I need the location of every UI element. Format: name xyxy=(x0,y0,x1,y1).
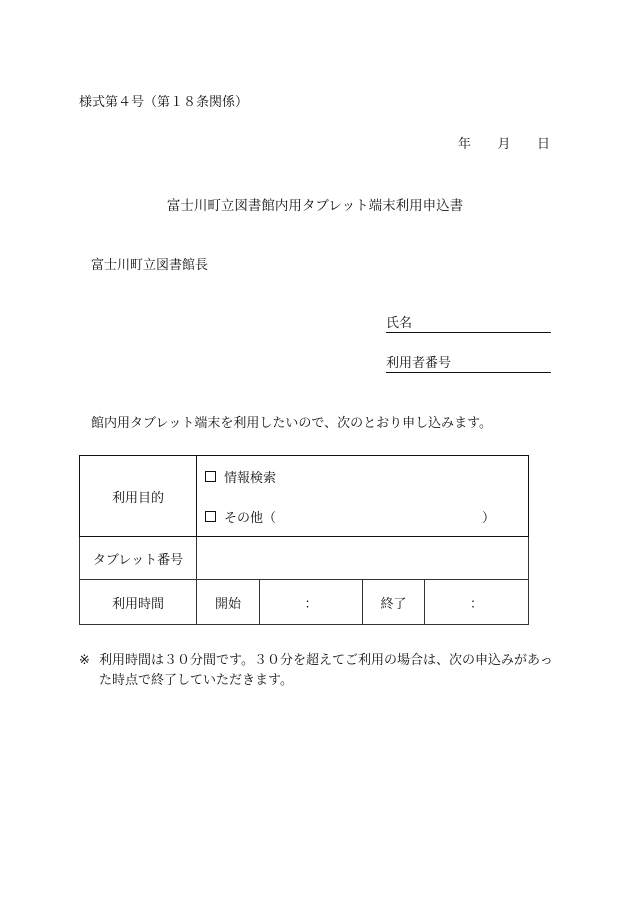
date-line xyxy=(458,137,550,153)
tablet-number-label: タブレット番号 xyxy=(80,537,197,580)
purpose-options xyxy=(197,456,529,537)
end-time-field[interactable]: ： xyxy=(425,580,529,625)
purpose-row xyxy=(80,456,529,537)
document-title: 富士川町立図書館内用タブレット端末利用申込書 xyxy=(166,198,464,214)
application-table xyxy=(79,455,529,625)
user-id-label: 利用者番号 xyxy=(386,356,452,371)
checkbox-other[interactable] xyxy=(205,511,216,522)
note-line-2: た時点で終了していただきます。 xyxy=(99,673,293,688)
tablet-number-field[interactable] xyxy=(197,537,529,580)
start-label: 開始 xyxy=(197,580,260,625)
user-id-field[interactable] xyxy=(386,356,551,373)
request-statement: 館内用タブレット端末を利用したいので、次のとおり申し込みます。 xyxy=(91,416,493,431)
usage-time-label: 利用時間 xyxy=(80,580,197,625)
applicant-name-label: 氏名 xyxy=(386,316,413,331)
option-other-label: その他（ xyxy=(224,510,277,526)
end-label: 終了 xyxy=(363,580,425,625)
date-month: 月 xyxy=(497,137,511,152)
applicant-name-field[interactable] xyxy=(386,316,551,333)
addressee: 富士川町立図書館長 xyxy=(91,258,209,273)
date-year: 年 xyxy=(458,137,472,152)
checkbox-info-search[interactable] xyxy=(205,471,216,482)
option-info-search-label: 情報検索 xyxy=(224,470,277,486)
option-info-search[interactable] xyxy=(205,456,528,496)
purpose-label: 利用目的 xyxy=(80,456,197,537)
start-time-field[interactable]: ： xyxy=(260,580,363,625)
form-number: 様式第４号（第１８条関係） xyxy=(79,95,249,110)
date-day: 日 xyxy=(536,137,550,152)
option-other[interactable] xyxy=(205,496,528,536)
note-mark: ※ xyxy=(79,653,90,668)
note-line-1: 利用時間は３０分間です。３０分を超えてご利用の場合は、次の申込みがあっ xyxy=(99,653,553,668)
usage-time-row xyxy=(80,580,529,625)
tablet-number-row xyxy=(80,537,529,580)
option-other-close-paren: ） xyxy=(482,510,496,526)
